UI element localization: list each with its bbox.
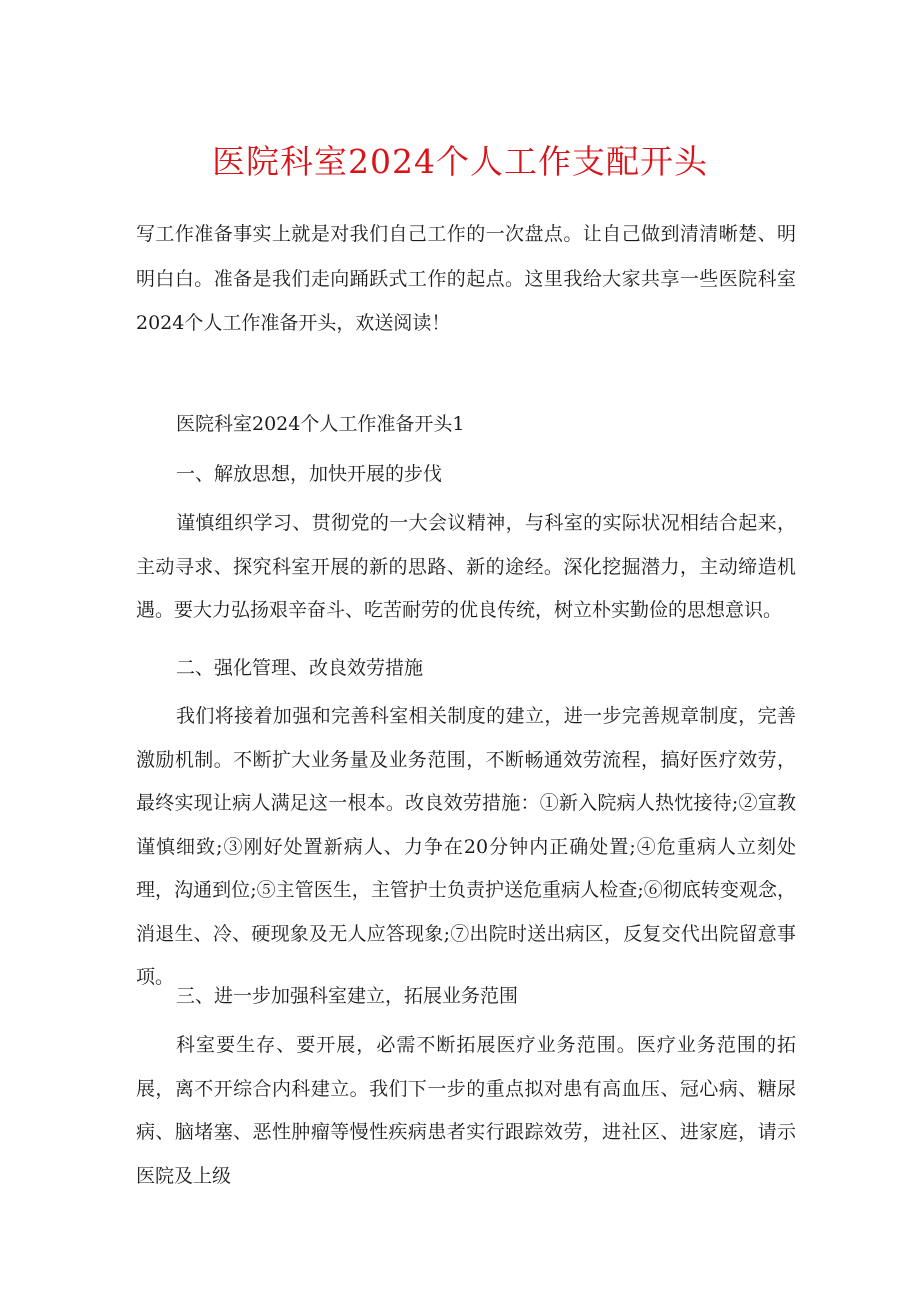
intro-paragraph: 写工作准备事实上就是对我们自己工作的一次盘点。让自己做到清清晰楚、明明白白。准备是我们走向踊跃式工作的起点。这里我给大家共享一些医院科室2024个人工作准备开头，欢送阅读！	[136, 223, 796, 334]
section-heading-2: 二、强化管理、改良效劳措施	[176, 657, 424, 679]
section-body-1: 谨慎组织学习、贯彻党的一大会议精神，与科室的实际状况相结合起来，主动寻求、探究科室开展的新的思路、新的途经。深化挖掘潜力，主动缔造机遇。要大力弘扬艰辛奋斗、吃苦耐劳的优良传统，树立朴实勤俭的思想意识。	[136, 512, 796, 621]
section-body-2: 我们将接着加强和完善科室相关制度的建立，进一步完善规章制度，完善激励机制。不断扩大业务量及业务范围，不断畅通效劳流程，搞好医疗效劳，最终实现让病人满足这一根本。改良效劳措施：①新入院病人热忱接待;②宣教谨慎细致;③刚好处置新病人、力争在20分钟内正确处置;④危重病人立刻处理，沟通到位;⑤主管医生，主管护士负责护送危重病人检查;⑥彻底转变观念，消退生、冷、硬现象及无人应答现象;⑦出院时送出病区，反复交代出院留意事项。	[136, 705, 796, 988]
document-subtitle: 医院科室2024个人工作准备开头1	[176, 413, 465, 435]
section-heading-3: 三、进一步加强科室建立，拓展业务范围	[176, 985, 519, 1007]
section-body-3: 科室要生存、要开展，必需不断拓展医疗业务范围。医疗业务范围的拓展，离不开综合内科建立。我们下一步的重点拟对患有高血压、冠心病、糖尿病、脑堵塞、恶性肿瘤等慢性疾病患者实行跟踪效劳，进社区、进家庭，请示医院及上级	[136, 1034, 796, 1187]
section-heading-1: 一、解放思想，加快开展的步伐	[176, 463, 443, 485]
document-title: 医院科室2024个人工作支配开头	[212, 142, 708, 181]
